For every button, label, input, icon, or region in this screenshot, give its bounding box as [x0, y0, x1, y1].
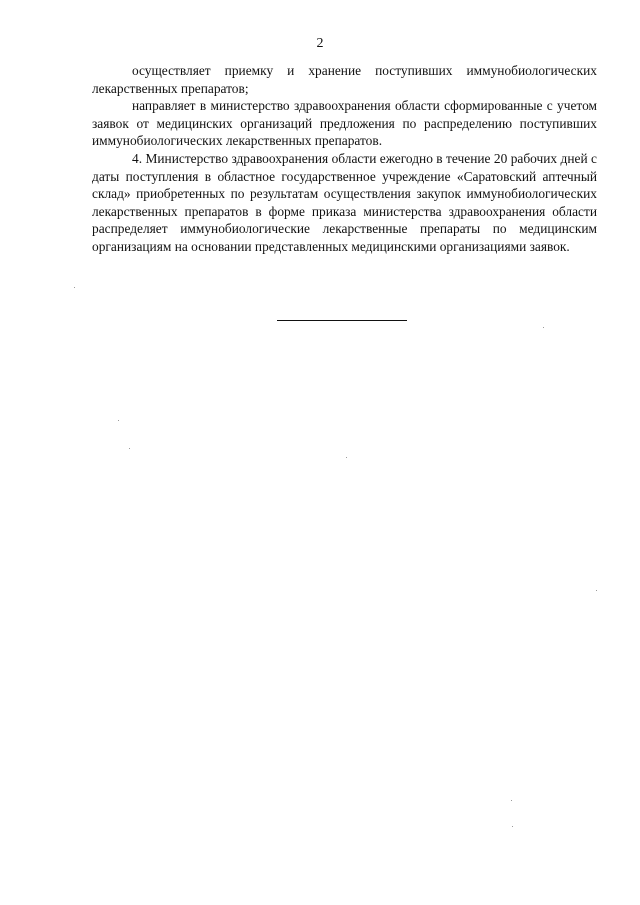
page-number: 2 — [316, 36, 324, 51]
document-body — [92, 62, 597, 256]
scan-speck — [74, 287, 75, 288]
closing-separator-line — [277, 320, 407, 321]
scan-speck — [129, 448, 130, 449]
paragraph-sends-proposals: направляет в министерство здравоохранения области сформированные с учетом заявок от медицинских организаций предложения по распределению поступивших иммунобиологических лекарственных препаратов. — [92, 98, 597, 149]
scan-speck — [118, 420, 119, 421]
scan-speck — [511, 800, 512, 801]
paragraph-item-4: 4. Министерство здравоохранения области ежегодно в течение 20 рабочих дней с даты поступления в областное государственное учреждение «Саратовский аптечный склад» приобретенных по результатам осуществления закупок иммунобиологических лекарственных препаратов в форме приказа министерства здравоохранения области распределяет иммунобиологические лекарственные препараты по медицинским организациям на основании представленных медицинскими организациями заявок. — [92, 150, 597, 254]
scan-speck — [596, 590, 597, 591]
paragraph-acceptance: осуществляет приемку и хранение поступивших иммунобиологических лекарственных препаратов; — [92, 63, 597, 96]
scan-speck — [512, 826, 513, 827]
scan-speck — [346, 457, 347, 458]
scan-speck — [543, 327, 544, 328]
